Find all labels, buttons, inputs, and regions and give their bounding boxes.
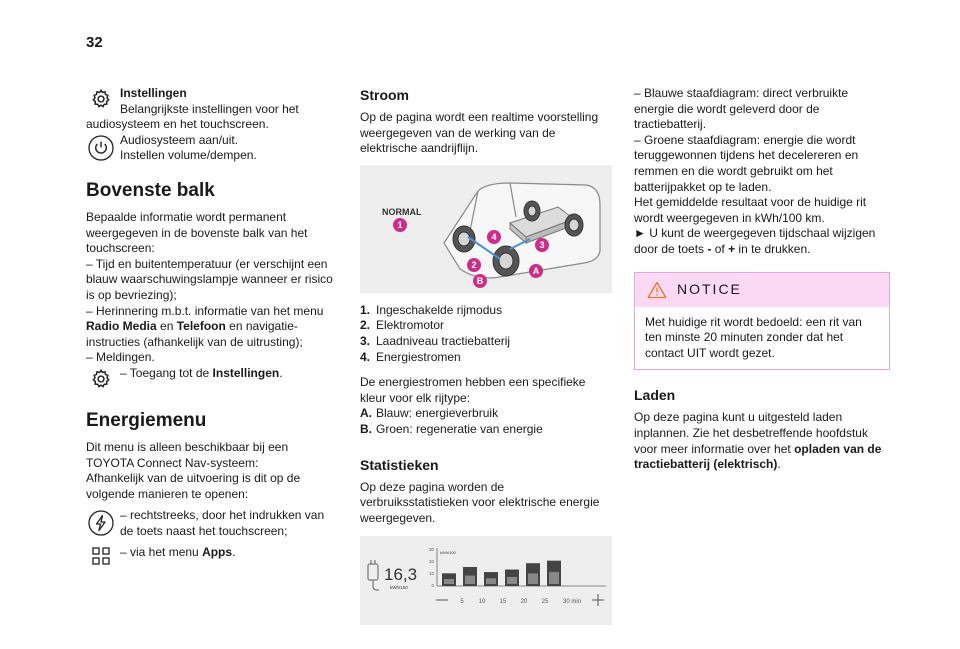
topbar-item3: – Meldingen. bbox=[86, 350, 155, 365]
column-left bbox=[86, 86, 336, 565]
stats-heading: Statistieken bbox=[360, 456, 439, 473]
list-item: 2. Elektromotor bbox=[360, 318, 445, 333]
apps-grid-icon bbox=[88, 545, 114, 565]
list-item: A. Blauw: energieverbruik bbox=[360, 406, 499, 421]
energy-p1: Dit menu is alleen beschikbaar bij een TOYOTA Connect Nav-systeem: bbox=[86, 439, 289, 470]
energy-direct-text: – rechtstreeks, door het indrukken van de toets naast het touchscreen; bbox=[120, 508, 325, 538]
list-item: 1. Ingeschakelde rijmodus bbox=[360, 302, 503, 317]
x-tick: 30 min bbox=[562, 599, 582, 606]
stroom-illustration bbox=[360, 165, 612, 293]
stats-desc: Op deze pagina worden de verbruiksstatistieken voor elektrische energie weergegeven. bbox=[360, 479, 600, 525]
y-tick: 10 bbox=[428, 571, 434, 577]
topbar-item1: – Tijd en buitentemperatuur (er verschijnt een blauw waarschuwingslampje wanneer er risico is op bevriezing); bbox=[86, 256, 333, 302]
notice-header bbox=[635, 273, 889, 307]
y-tick: 30 bbox=[428, 547, 434, 553]
topbar-heading: Bovenste balk bbox=[86, 179, 215, 201]
energy-heading: Energiemenu bbox=[86, 409, 207, 431]
stats-bar-inner bbox=[486, 579, 496, 585]
average-desc: Het gemiddelde resultaat voor de huidige rit wordt weergegeven in kWh/100 km. bbox=[634, 195, 867, 225]
stroom-legend-list bbox=[360, 303, 612, 365]
stats-bar-inner bbox=[549, 572, 559, 584]
screen-value: 16,3 bbox=[384, 565, 418, 585]
column-right bbox=[634, 86, 890, 473]
green-bar-desc: – Groene staafdiagram: energie die wordt teruggewonnen tijdens het decelereren en remmen en die wordt gebruikt om het batterijpakket op te laden. bbox=[634, 132, 859, 194]
warning-triangle-icon bbox=[647, 281, 667, 299]
energy-p2: Afhankelijk van de uitvoering is dit op de volgende manieren te openen: bbox=[86, 471, 301, 501]
flow-intro: De energiestromen hebben een specifieke kleur voor elk rijtype: bbox=[360, 375, 586, 405]
x-tick: 15 bbox=[499, 599, 507, 606]
notice-title: NOTICE bbox=[677, 280, 742, 297]
marker-4: 4 bbox=[491, 231, 497, 242]
laden-desc: Op deze pagina kunt u uitgesteld laden inplannen. Zie het desbetreffende hoofdstuk voor meer informatie over het opladen van de tractiebatterij (elektrisch). bbox=[634, 410, 882, 472]
x-tick: 20 bbox=[520, 599, 528, 606]
stats-bar-inner bbox=[507, 577, 517, 584]
plus-icon bbox=[592, 594, 604, 606]
plug-icon bbox=[368, 560, 379, 590]
marker-3: 3 bbox=[539, 239, 545, 250]
list-item: 4. Energiestromen bbox=[360, 349, 461, 364]
x-tick: 5 bbox=[460, 599, 464, 606]
stroom-heading: Stroom bbox=[360, 87, 409, 103]
y-tick: 0 bbox=[431, 583, 434, 589]
power-line1: Audiosysteem aan/uit. bbox=[120, 132, 239, 147]
laden-heading: Laden bbox=[634, 387, 676, 404]
power-block bbox=[86, 133, 336, 164]
energy-direct-row bbox=[86, 508, 336, 539]
topbar-item2: – Herinnering m.b.t. informatie van het menu Radio Media en Telefoon en navigatie-instructies (afhankelijk van de uitrusting); bbox=[86, 303, 324, 349]
settings-desc: Belangrijkste instellingen voor het audiosysteem en het touchscreen. bbox=[86, 101, 299, 132]
stats-bar-inner bbox=[465, 576, 475, 584]
list-item: 3. Laadniveau tractiebatterij bbox=[360, 333, 511, 348]
list-item: B. Groen: regeneratie van energie bbox=[360, 421, 543, 436]
scale-instruction: ► U kunt de weergegeven tijdschaal wijzigen door de toets - of + in te drukken. bbox=[634, 226, 876, 256]
flow-color-list bbox=[360, 406, 612, 437]
settings-block bbox=[86, 86, 336, 133]
notice-box bbox=[634, 272, 890, 371]
marker-1: 1 bbox=[397, 219, 403, 230]
blue-bar-desc: – Blauwe staafdiagram: direct verbruikte energie die wordt geleverd door de tractiebatterij. bbox=[634, 86, 849, 132]
marker-a: A bbox=[532, 265, 540, 276]
chart-unit: kWh/100 bbox=[440, 550, 456, 556]
x-tick: 25 bbox=[541, 599, 549, 606]
energy-apps-row bbox=[86, 545, 336, 565]
page-number: 32 bbox=[86, 34, 103, 51]
stroom-desc: Op de pagina wordt een realtime voorstelling weergegeven van de werking van de elektrische aandrijflijn. bbox=[360, 110, 599, 156]
stats-bar-inner bbox=[528, 574, 538, 585]
power-icon bbox=[88, 133, 114, 161]
marker-2: 2 bbox=[471, 259, 477, 270]
y-tick: 20 bbox=[428, 559, 434, 565]
power-line2: Instellen volume/dempen. bbox=[120, 148, 257, 163]
x-tick: 10 bbox=[478, 599, 486, 606]
stats-screen-illustration bbox=[360, 536, 612, 625]
energy-apps-text: – via het menu Apps. bbox=[120, 545, 236, 560]
screen-unit: kWh/100 bbox=[390, 585, 408, 591]
settings-title: Instellingen bbox=[120, 86, 187, 100]
gear-icon bbox=[88, 366, 114, 390]
normal-mode-label: NORMAL bbox=[382, 206, 422, 217]
stats-bar-inner bbox=[444, 579, 454, 584]
marker-b: B bbox=[476, 275, 484, 286]
settings-access-text: – Toegang tot de Instellingen. bbox=[120, 365, 283, 380]
column-middle bbox=[360, 86, 612, 635]
topbar-intro: Bepaalde informatie wordt permanent weergegeven in de bovenste balk van het touchscreen: bbox=[86, 209, 308, 256]
notice-text: Met huidige rit wordt bedoeld: een rit van ten minste 20 minuten zonder dat het contact UIT wordt gezet. bbox=[645, 314, 862, 360]
settings-access-row bbox=[86, 366, 336, 390]
lightning-icon bbox=[88, 508, 114, 536]
